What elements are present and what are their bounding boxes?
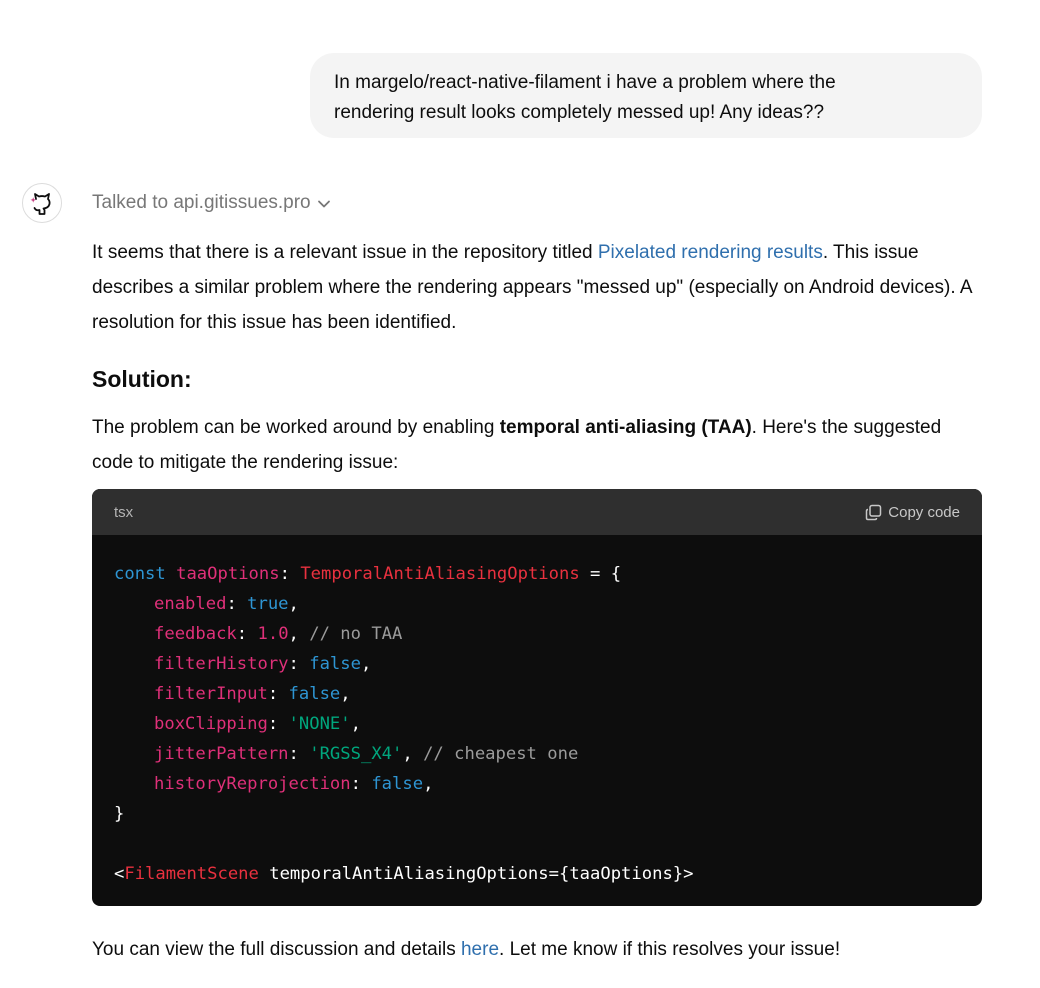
code-property: filterInput: [154, 684, 268, 704]
code-punct: :: [267, 684, 289, 704]
code-comment: // cheapest one: [423, 744, 579, 764]
code-punct: :: [288, 744, 310, 764]
intro-text-after: . This issue describes a similar problem where the rendering appears "messed up" (especially on Android devices). A resolution for this issue has been identified.: [92, 242, 972, 333]
closing-text-after: . Let me know if this resolves your issue!: [499, 939, 841, 960]
code-line-7: [114, 739, 960, 769]
code-attribute: temporalAntiAliasingOptions={taaOptions}>: [258, 864, 694, 884]
code-value: false: [309, 654, 361, 674]
code-content[interactable]: [92, 535, 982, 889]
closing-text-before: You can view the full discussion and details: [92, 939, 461, 960]
code-punct: :: [288, 654, 310, 674]
code-keyword: const: [114, 564, 166, 584]
code-property: feedback: [154, 624, 237, 644]
code-punct: <: [114, 864, 125, 884]
code-line-1: [114, 559, 960, 589]
code-line-3: [114, 619, 960, 649]
assistant-avatar: [22, 183, 62, 223]
code-type: TemporalAntiAliasingOptions: [300, 564, 580, 584]
github-octocat-icon: [29, 190, 55, 216]
code-punct: ,: [288, 594, 299, 614]
user-message-line-1: In margelo/react-native-filament i have a problem where the: [334, 72, 836, 93]
solution-paragraph: [92, 410, 984, 480]
code-punct: :: [226, 594, 248, 614]
code-punct: ,: [402, 744, 424, 764]
code-identifier: taaOptions: [176, 564, 280, 584]
closing-paragraph: [92, 932, 984, 967]
code-property: historyReprojection: [154, 774, 351, 794]
code-punct: ,: [360, 654, 372, 674]
code-value: 1.0: [257, 624, 289, 644]
code-punct: = {: [579, 564, 622, 584]
code-line-8: [114, 769, 960, 799]
intro-text-before: It seems that there is a relevant issue in the repository titled: [92, 242, 598, 263]
code-punct: ,: [288, 624, 310, 644]
solution-text-after: . Here's the suggested code to mitigate the rendering issue:: [92, 417, 942, 473]
code-tag: FilamentScene: [124, 864, 259, 884]
code-value: 'RGSS_X4': [309, 744, 403, 764]
code-line-6: [114, 709, 960, 739]
code-punct: :: [236, 624, 258, 644]
solution-bold-text: temporal anti-aliasing (TAA): [499, 417, 752, 438]
copy-code-label: Copy code: [888, 503, 960, 521]
code-comment: // no TAA: [309, 624, 403, 644]
user-message-line-2: rendering result looks completely messed up! Any ideas??: [334, 102, 825, 123]
code-punct: :: [279, 564, 290, 584]
code-header: [92, 489, 982, 535]
code-language-label: tsx: [114, 503, 134, 521]
code-value: true: [247, 594, 289, 614]
code-block: [92, 489, 982, 906]
assistant-intro-paragraph: [92, 235, 984, 340]
code-punct: ,: [340, 684, 351, 704]
solution-heading: Solution:: [92, 366, 192, 392]
user-message-bubble: [310, 53, 982, 138]
discussion-link[interactable]: here: [460, 939, 500, 960]
code-punct: :: [267, 714, 289, 734]
code-property: jitterPattern: [154, 744, 289, 764]
solution-text-before: The problem can be worked around by enabling: [92, 417, 500, 438]
code-punct: }: [114, 804, 125, 824]
code-line-2: [114, 589, 960, 619]
code-line-4: [114, 649, 960, 679]
code-line-10: [114, 829, 960, 859]
code-property: boxClipping: [154, 714, 268, 734]
copy-icon: [865, 504, 882, 521]
code-property: enabled: [154, 594, 227, 614]
code-value: false: [288, 684, 341, 704]
tool-status-label: Talked to api.gitissues.pro: [92, 192, 311, 213]
chevron-down-icon: [317, 199, 331, 209]
code-value: 'NONE': [288, 714, 351, 734]
code-punct: :: [350, 774, 372, 794]
code-line-5: [114, 679, 960, 709]
code-punct: ,: [423, 774, 434, 794]
code-line-9: [114, 799, 960, 829]
code-line-11: [114, 859, 960, 889]
code-property: filterHistory: [154, 654, 289, 674]
issue-link[interactable]: Pixelated rendering results: [597, 242, 823, 263]
tool-status-toggle[interactable]: [92, 189, 331, 217]
copy-code-button[interactable]: [865, 504, 960, 521]
code-value: false: [371, 774, 424, 794]
code-punct: ,: [350, 714, 361, 734]
